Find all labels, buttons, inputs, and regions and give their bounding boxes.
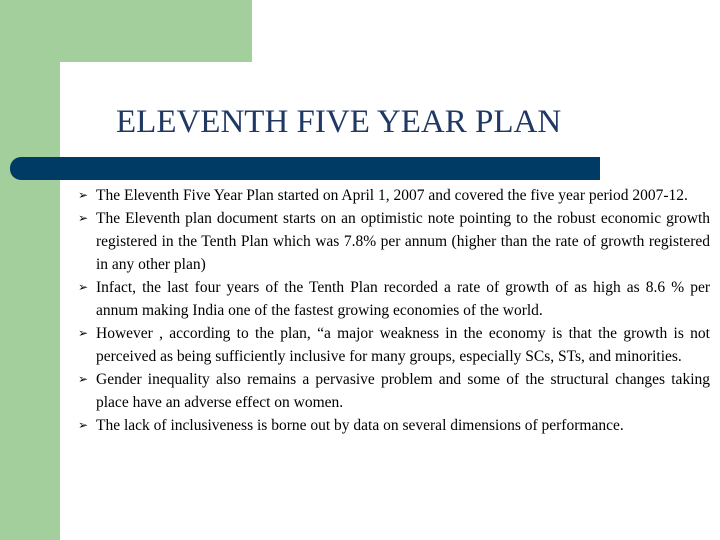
slide-title: ELEVENTH FIVE YEAR PLAN: [116, 104, 562, 140]
bullet-text: The lack of inclusiveness is borne out by data on several dimensions of performance.: [96, 417, 624, 434]
arrowhead-bullet-icon: ➢: [78, 372, 89, 386]
bullet-text: Gender inequality also remains a pervasive problem and some of the structural changes taking place have an adverse effect on women.: [96, 371, 710, 411]
arrowhead-bullet-icon: ➢: [78, 418, 89, 432]
title-underline-bar: [10, 157, 600, 180]
bullet-list: [78, 184, 710, 437]
bullet-text: Infact, the last four years of the Tenth Plan recorded a rate of growth of as high as 8.6 % per annum making India one of the fastest growing economies of the world.: [96, 279, 710, 319]
bullet-text: The Eleventh plan document starts on an optimistic note pointing to the robust economic growth registered in the Tenth Plan which was 7.8% per annum (higher than the rate of growth registered in any other plan): [96, 210, 710, 273]
arrowhead-bullet-icon: ➢: [78, 211, 89, 225]
arrowhead-bullet-icon: ➢: [78, 188, 89, 202]
bullet-text: The Eleventh Five Year Plan started on April 1, 2007 and covered the five year period 2007-12.: [96, 187, 688, 204]
bullet-item: [78, 414, 710, 437]
arrowhead-bullet-icon: ➢: [78, 326, 89, 340]
arrowhead-bullet-icon: ➢: [78, 280, 89, 294]
bullet-item: [78, 207, 710, 276]
bullet-text: However , according to the plan, “a major weakness in the economy is that the growth is not perceived as being sufficiently inclusive for many groups, especially SCs, STs, and minorities.: [96, 325, 710, 365]
bullet-item: [78, 276, 710, 322]
decorative-green-sidebar: [0, 0, 60, 540]
bullet-item: [78, 368, 710, 414]
bullet-item: [78, 322, 710, 368]
bullet-item: [78, 184, 710, 207]
